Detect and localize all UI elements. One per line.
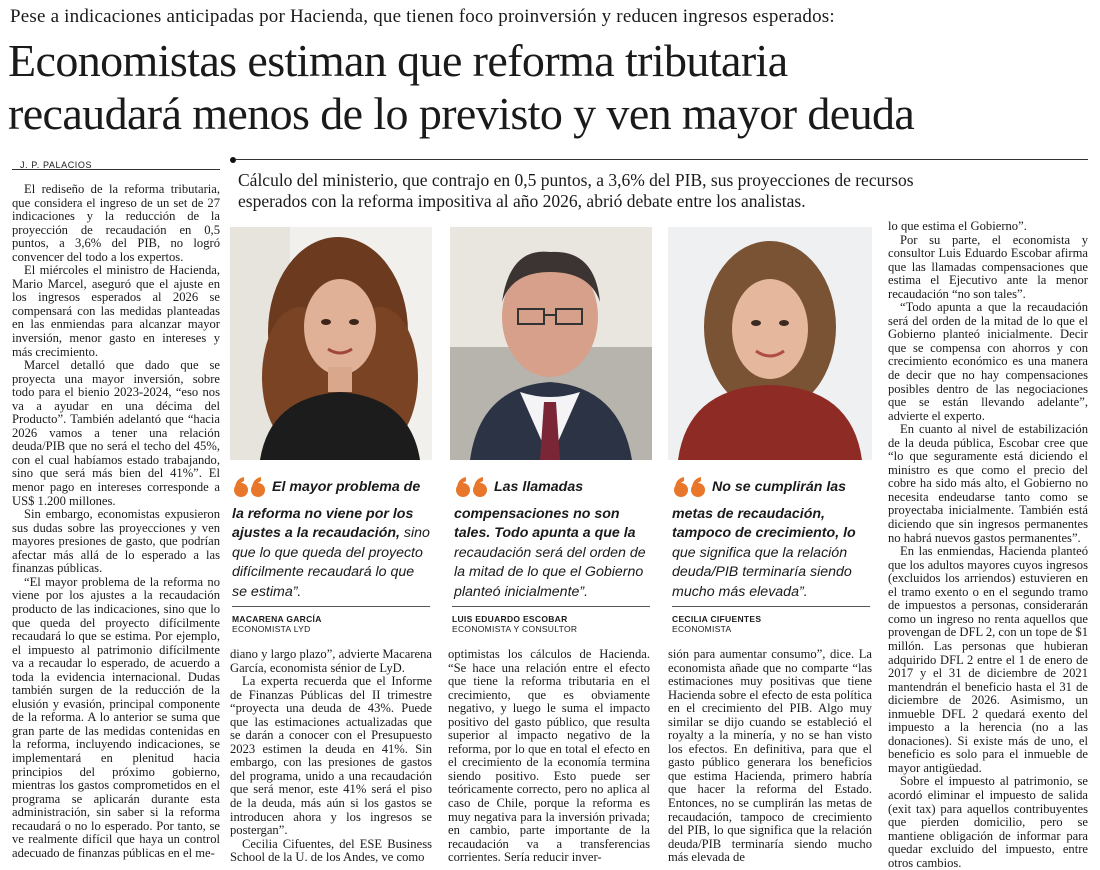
kicker: Pese a indicaciones anticipadas por Hacienda, que tienen foco proinversión y reducen ingresos esperados: bbox=[10, 6, 835, 27]
paragraph: diano y largo plazo”, advierte Macarena García, economista sénior de LyD. bbox=[230, 647, 432, 675]
caption-rule bbox=[672, 606, 870, 607]
quote-text: que significa que la relación deuda/PIB terminaría siendo mucho más elevada”. bbox=[672, 544, 852, 600]
photo-cecilia-cifuentes bbox=[668, 227, 872, 460]
deck-line-2: esperados con la reforma impositiva al año 2026, abrió debate entre los analistas. bbox=[238, 191, 806, 211]
deck bbox=[238, 170, 1088, 212]
article-column-1 bbox=[12, 183, 220, 860]
paragraph: El rediseño de la reforma tributaria, que considera el ingreso de un set de 27 indicaciones y la reducción de la proyección de recaudación en 0,5 puntos, a 3,6% del PIB, no logró convencer del todo a los expertos. bbox=[12, 182, 220, 264]
paragraph: “El mayor problema de la reforma no viene por los ajustes a la recaudación producto de las indicaciones, sino que lo que queda del proyecto difícilmente recaudará lo que se estima. Por ejemplo, el impuesto al patrimonio difícilmente va a recaudar lo esperado, de acuerdo a toda la evidencia internacional. Dudas también surgen de la reducción de la elusión y evasión, principal componente de la reforma. A lo anterior se suma que gran parte de las medidas contenidas en la reforma, incluyendo indicaciones, se implementará en plenitud hacia principios del próximo gobierno, mientras los gastos comprometidos en el programa se aplicarán durante esta administración, sin saber si la reforma recaudará o no lo esperado. Por tanto, se ve realmente difícil que haya un control adecuado de finanzas públicas en el me- bbox=[12, 574, 220, 860]
headline-line-1: Economistas estiman que reforma tributaria bbox=[8, 35, 788, 86]
deck-line-1: Cálculo del ministerio, que contrajo en 0,5 puntos, a 3,6% del PIB, sus proyecciones de recursos bbox=[238, 170, 914, 190]
paragraph: En cuanto al nivel de estabilización de la deuda pública, Escobar cree que “lo que seguramente está diciendo el ministro es que como el precio del cobre ha sido más alto, el Gobierno no necesita endeudarse tanto como se proyectaba inicialmente. También está diciendo que sin ingresos permanentes no habrá nuevos gastos permanentes”. bbox=[888, 422, 1088, 545]
paragraph: En las enmiendas, Hacienda planteó que los adultos mayores cuyos ingresos (excluidos los arriendos) estuvieren en el tramo exento o en el segundo tramo de impuestos a personas, considerarán como un ingreso no renta aquellos que provengan de DFL 2, con un tope de $1 millón. Las personas que hubieran adquirido DFL 2 entre el 1 de enero de 2017 y el 31 de diciembre de 2021 mantendrán el beneficio hasta el 31 de diciembre de 2026. Asimismo, un inmueble DFL 2 quedará exento del impuesto a la herencia (no a las donaciones). Si existe más de uno, el beneficio es solo para el inmueble de mayor antigüedad. bbox=[888, 544, 1088, 775]
caption-role: ECONOMISTA bbox=[672, 623, 732, 634]
paragraph: La experta recuerda que el Informe de Finanzas Públicas del II trimestre “proyecta una deuda de 43%. Puede que las estimaciones actualizadas que se darán a conocer con el Presupuesto 2023 estimen la deuda en 41%. Sin embargo, con las presiones de gastos del programa, unido a una recaudación que será menor, este 41% será el piso de la deuda, más aún si los gastos se introducen ahora y los ingresos se postergan”. bbox=[230, 674, 432, 838]
caption-name: CECILIA CIFUENTES bbox=[672, 614, 762, 624]
paragraph: Marcel detalló que dado que se proyecta una mayor inversión, sobre todo para el bienio 2023-2024, “eso nos va a ayudar en una décima del Producto”. También adelantó que “hacia 2026 vamos a tener una relación deuda/PIB que no será el techo del 45%, con el cual habíamos estado trabajando, sino que será más bien del 41%”. El menor pago en intereses corresponde a US$ 1.200 millones. bbox=[12, 358, 220, 508]
photo-macarena-garcia bbox=[230, 227, 432, 460]
pull-quote-luis-eduardo-escobar bbox=[454, 478, 650, 602]
caption-role: ECONOMISTA Y CONSULTOR bbox=[452, 623, 578, 634]
caption-role: ECONOMISTA LYD bbox=[232, 623, 311, 634]
quote-text: sino que lo que queda del proyecto difícilmente recaudará lo que se estima”. bbox=[232, 525, 430, 600]
paragraph: “Todo apunta a que la recaudación será del orden de la mitad de lo que el Gobierno planteó inicialmente. Decir que se compensa con ahorros y con crecimiento económico es una manera de decir que no hay compensaciones posibles dentro de las negociaciones que se están llevando adelante”, advierte el experto. bbox=[888, 300, 1088, 423]
pull-quote-macarena-garcia bbox=[232, 478, 432, 602]
quote-mark-icon bbox=[232, 476, 268, 505]
paragraph: sión para aumentar consumo”, dice. La economista añade que no comparte “las estimaciones muy positivas que tiene Hacienda sobre el efecto de esta política en el crecimiento del PIB. Algo muy similar se dijo cuando se estableció el royalty a la minería, y no se han visto los efectos. En definitiva, para que el gasto público generara los beneficios que estima Hacienda, primero habría que hacer la reforma del Estado. Entonces, no se cumplirán las metas de recaudación, tampoco de crecimiento del PIB, lo que significa que la relación deuda/PIB terminaría siendo mucho más elevada de bbox=[668, 647, 872, 865]
pull-quote-cecilia-cifuentes bbox=[672, 478, 870, 602]
paragraph: Sobre el impuesto al patrimonio, se acordó eliminar el impuesto de salida (exit tax) para aquellos contribuyentes que pierden domicilio, pero se mantiene obligación de informar para quedar excluido del impuesto, entre otros cambios. bbox=[888, 774, 1088, 870]
article-column-4 bbox=[668, 648, 872, 865]
quote-text: recaudación será del orden de la mitad de lo que el Gobierno planteó inicialmente”. bbox=[454, 544, 646, 600]
article-column-2 bbox=[230, 648, 432, 865]
quote-bold-text: No se cumplirán las metas de recaudación, tampoco de crecimiento, lo bbox=[672, 479, 856, 541]
headline bbox=[8, 34, 1098, 140]
headline-line-2: recaudará menos de lo previsto y ven mayor deuda bbox=[8, 88, 915, 139]
deck-bullet bbox=[230, 157, 236, 163]
byline-rule bbox=[12, 169, 220, 170]
caption-name: MACARENA GARCÍA bbox=[232, 614, 322, 624]
quote-bold-text: Las llamadas compensaciones no son tales. Todo apunta a que la bbox=[454, 479, 636, 541]
quote-mark-icon bbox=[454, 476, 490, 505]
quote-bold-text: El mayor problema de la reforma no viene por los ajustes a la recaudación, bbox=[232, 479, 421, 541]
paragraph: El miércoles el ministro de Hacienda, Mario Marcel, aseguró que el ajuste en los ingresos esperados al 2026 se compensará con las medidas planteadas en las enmiendas para alcanzar mayor inversión, menor gasto en intereses y más crecimiento. bbox=[12, 263, 220, 359]
deck-rule bbox=[236, 159, 1088, 160]
caption-name: LUIS EDUARDO ESCOBAR bbox=[452, 614, 568, 624]
caption-rule bbox=[452, 606, 650, 607]
paragraph: Cecilia Cifuentes, del ESE Business School de la U. de los Andes, ve como bbox=[230, 836, 432, 865]
quote-mark-icon bbox=[672, 476, 708, 505]
photo-caption bbox=[232, 615, 322, 634]
byline: J. P. PALACIOS bbox=[20, 160, 93, 170]
paragraph: Por su parte, el economista y consultor Luis Eduardo Escobar afirma que las llamadas compensaciones que estima el Ejecutivo ante la menor recaudación “no son tales”. bbox=[888, 232, 1088, 301]
paragraph: Sin embargo, economistas expusieron sus dudas sobre las proyecciones y ven mayores presiones de gasto, que podrían afectar más allá de lo esperado a las finanzas públicas. bbox=[12, 507, 220, 576]
photo-luis-eduardo-escobar bbox=[450, 227, 652, 460]
paragraph: optimistas los cálculos de Hacienda. “Se hace una relación entre el efecto que tiene la reforma tributaria en el crecimiento, que es obviamente negativo, y luego le suma el impacto positivo del gasto público, que resulta superior al impacto negativo de la reforma, por lo que en total el efecto en el crecimiento de la economía termina siendo positivo. Esto puede ser teóricamente correcto, pero no aplica al caso de Chile, porque la reforma es muy negativa para la inversión privada; en cambio, parte importante de la recaudación va a transferencias corrientes. Sería reducir inver- bbox=[448, 647, 650, 865]
photo-caption bbox=[672, 615, 761, 634]
paragraph: lo que estima el Gobierno”. bbox=[888, 219, 1027, 233]
article-column-3 bbox=[448, 622, 650, 865]
caption-rule bbox=[232, 606, 430, 607]
article-column-5 bbox=[888, 220, 1088, 870]
